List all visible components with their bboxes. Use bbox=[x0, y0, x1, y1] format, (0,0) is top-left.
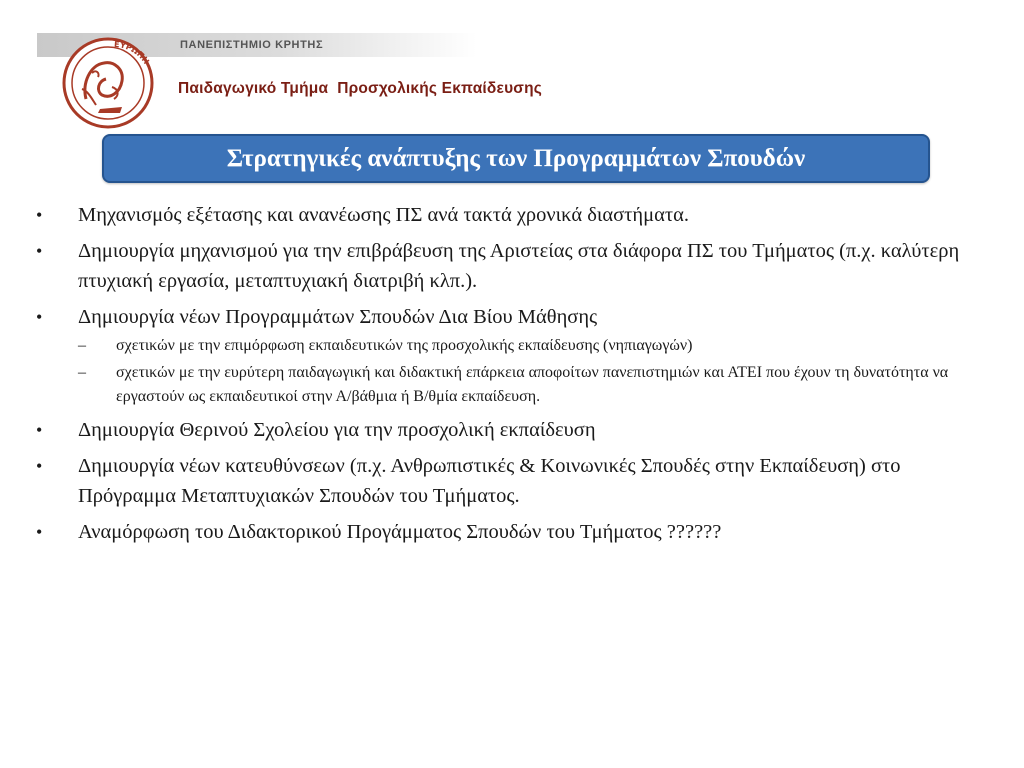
bullet-text: Δημιουργία νέων κατευθύνσεων (π.χ. Ανθρωπιστικές & Κοινωνικές Σπουδές στην Εκπαίδευση) στο Πρόγραμμα Μεταπτυχιακών Σπουδών του Τμήματος. bbox=[78, 455, 901, 507]
bullet-symbol: • bbox=[36, 205, 43, 225]
bullet-text: Δημιουργία μηχανισμού για την επιβράβευση της Αριστείας στα διάφορα ΠΣ του Τμήματος (π.χ. καλύτερη πτυχιακή εργασία, μεταπτυχιακή διατριβή κλπ.). bbox=[78, 240, 960, 292]
bullet-text: Δημιουργία Θερινού Σχολείου για την προσχολική εκπαίδευση bbox=[78, 419, 596, 441]
university-name: ΠΑΝΕΠΙΣΤΗΜΙΟ ΚΡΗΤΗΣ bbox=[180, 39, 324, 51]
bullet-item bbox=[30, 451, 990, 511]
sub-bullet-list bbox=[78, 334, 990, 409]
bullet-symbol: • bbox=[36, 420, 43, 440]
sub-bullet-text: σχετικών με την επιμόρφωση εκπαιδευτικών της προσχολικής εκπαίδευσης (νηπιαγωγών) bbox=[116, 337, 693, 354]
bullet-symbol: • bbox=[36, 307, 43, 327]
department-name bbox=[178, 80, 542, 98]
sub-bullet-item bbox=[78, 334, 990, 358]
bullet-symbol: • bbox=[36, 456, 43, 476]
slide-title-box bbox=[102, 134, 930, 183]
sub-bullet-symbol: – bbox=[78, 364, 86, 381]
bullet-list bbox=[30, 200, 990, 547]
bullet-symbol: • bbox=[36, 241, 43, 261]
bullet-text: Αναμόρφωση του Διδακτορικού Προγάμματος Σπουδών του Τμήματος ?????? bbox=[78, 521, 722, 543]
bullet-item bbox=[30, 302, 990, 409]
slide-title: Στρατηγικές ανάπτυξης των Προγραμμάτων Σπουδών bbox=[226, 144, 806, 172]
sub-bullet-symbol: – bbox=[78, 337, 86, 354]
bullet-item bbox=[30, 236, 990, 296]
seal-text: ΕΥΡΩΠΗ bbox=[113, 39, 151, 66]
sub-bullet-item bbox=[78, 361, 990, 409]
bullet-item bbox=[30, 200, 990, 230]
bullet-text: Δημιουργία νέων Προγραμμάτων Σπουδών Δια Βίου Μάθησης bbox=[78, 306, 598, 328]
department-name-part1: Παιδαγωγικό Τμήμα bbox=[178, 80, 329, 97]
university-seal-logo bbox=[52, 33, 176, 131]
bullet-item bbox=[30, 415, 990, 445]
bullet-text: Μηχανισμός εξέτασης και ανανέωσης ΠΣ ανά τακτά χρονικά διαστήματα. bbox=[78, 204, 689, 226]
sub-bullet-text: σχετικών με την ευρύτερη παιδαγωγική και διδακτική επάρκεια αποφοίτων πανεπιστημιών και ΑΤΕΙ που έχουν τη δυνατότητα να εργαστούν ως εκπαιδευτικοί στην Α/βάθμια ή Β/θμία εκπαίδευση. bbox=[116, 364, 949, 405]
bullet-symbol: • bbox=[36, 522, 43, 542]
department-name-part2: Προσχολικής Εκπαίδευσης bbox=[337, 80, 543, 97]
slide-content bbox=[30, 200, 990, 553]
bullet-item bbox=[30, 517, 990, 547]
